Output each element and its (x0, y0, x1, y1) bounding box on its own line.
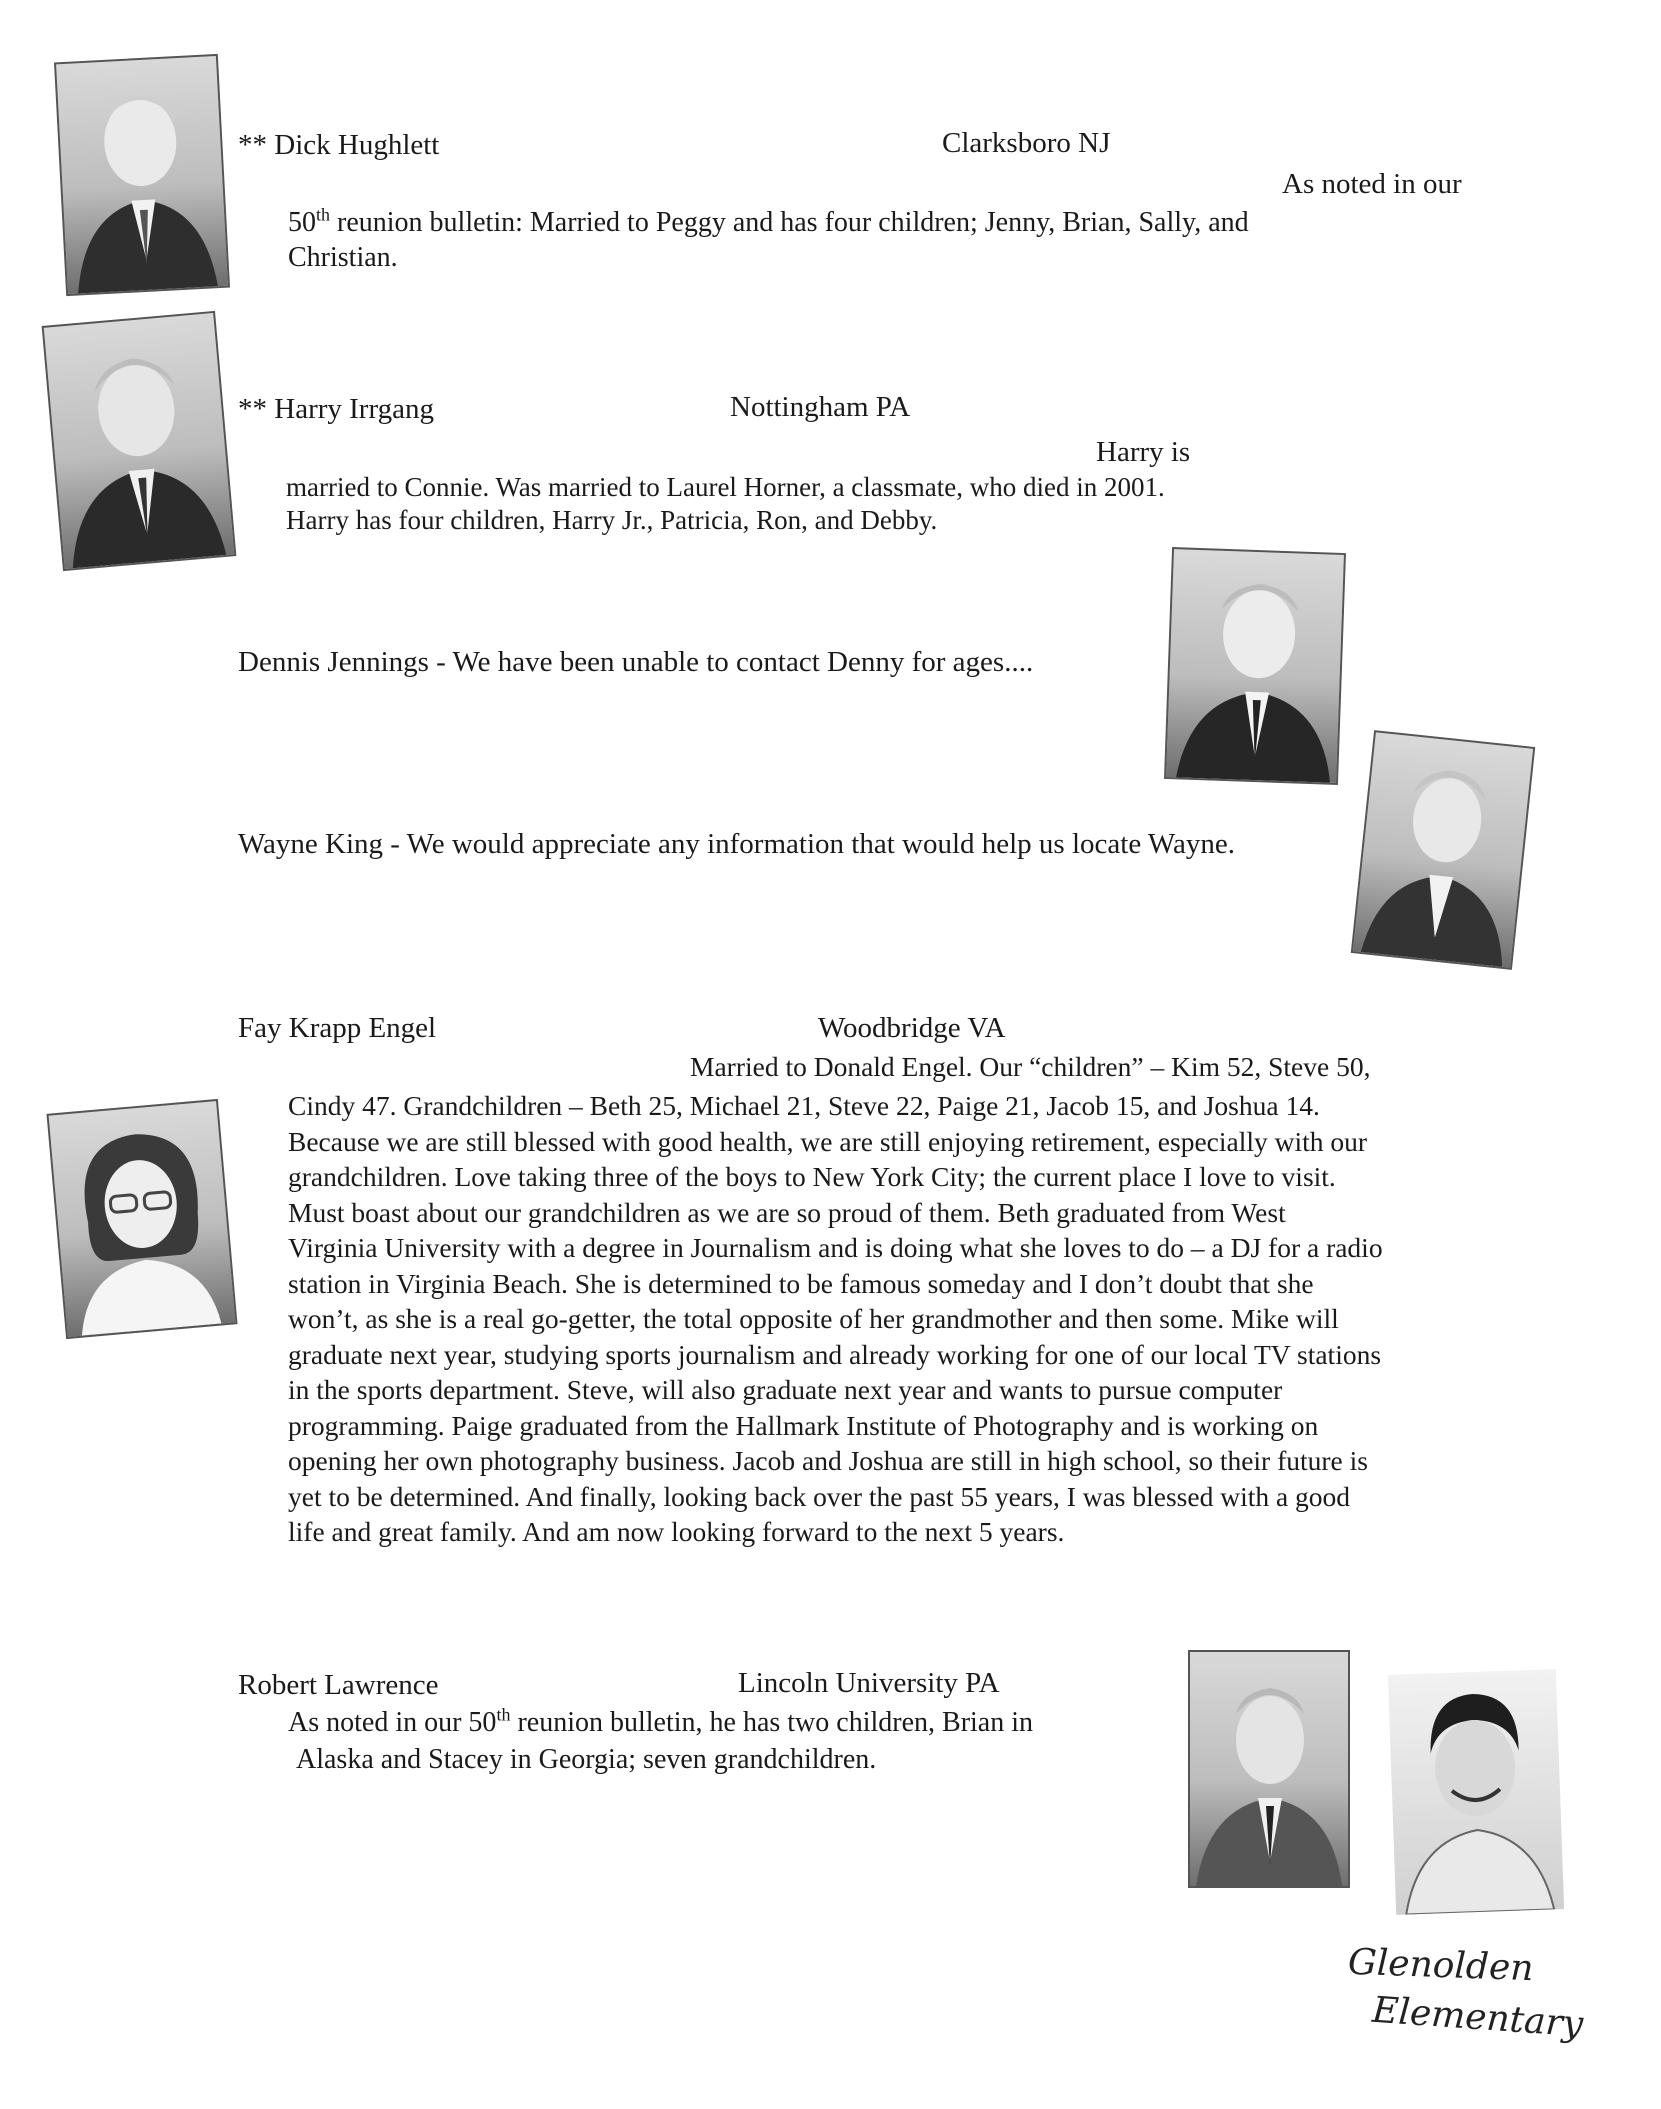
body-line: yet to be determined. And finally, looking back over the past 55 years, I was blessed with a good (288, 1480, 1351, 1512)
portrait-icon (1190, 1652, 1348, 1886)
photo-dennis-jennings (1164, 547, 1346, 785)
body-line: Alaska and Stacey in Georgia; seven grandchildren. (296, 1744, 877, 1775)
body-line: reunion bulletin: Married to Peggy and has four children; Jenny, Brian, Sally, and (330, 207, 1249, 238)
photo-robert-lawrence-elementary (1388, 1669, 1564, 1915)
body-line: married to Connie. Was married to Laurel Horner, a classmate, who died in 2001. (286, 472, 1165, 502)
body-line: station in Virginia Beach. She is determined to be famous someday and I don’t doubt that she (288, 1267, 1314, 1299)
ordinal-number: 50 (288, 207, 316, 238)
entry-body-harry-irrgang (286, 471, 1165, 538)
entry-body-dick-hughlett (288, 206, 1249, 275)
ordinal-suffix: th (316, 204, 331, 225)
body-line: reunion bulletin, he has two children, Brian in (510, 1707, 1034, 1738)
body-line: graduate next year, studying sports journalism and already working for one of our local TV stations (288, 1338, 1382, 1370)
photo-fay-krapp-engel (46, 1099, 237, 1339)
entry-location-dick-hughlett: Clarksboro NJ (942, 127, 1111, 159)
entry-name-harry-irrgang: ** Harry Irrgang (238, 393, 434, 425)
entry-wayne-king: Wayne King - We would appreciate any information that would help us locate Wayne. (238, 828, 1235, 860)
entry-name-fay-krapp-engel: Fay Krapp Engel (238, 1012, 437, 1044)
entry-location-harry-irrgang: Nottingham PA (730, 391, 911, 423)
ordinal-suffix: th (496, 1704, 511, 1725)
handwritten-caption-line: Elementary (1370, 1989, 1585, 2046)
handwritten-caption-line: Glenolden (1347, 1941, 1535, 1990)
body-line: Must boast about our grandchildren as we are so proud of them. Beth graduated from West (288, 1196, 1286, 1228)
photo-harry-irrgang (42, 311, 237, 571)
entry-dennis-jennings: Dennis Jennings - We have been unable to contact Denny for ages.... (238, 646, 1034, 678)
portrait-icon (44, 313, 234, 569)
entry-body-fay-krapp-engel (288, 1088, 1383, 1550)
photo-dick-hughlett (54, 54, 230, 296)
photo-robert-lawrence (1188, 1650, 1350, 1888)
body-line: programming. Paige graduated from the Hallmark Institute of Photography and is working on (288, 1409, 1319, 1441)
entry-body-robert-lawrence (288, 1704, 1033, 1778)
portrait-icon (49, 1101, 236, 1337)
body-line: Cindy 47. Grandchildren – Beth 25, Michael 21, Steve 22, Paige 21, Jacob 15, and Joshua 14. (288, 1090, 1320, 1121)
entry-name-dick-hughlett: ** Dick Hughlett (238, 129, 440, 161)
body-line: As noted in our 50 (288, 1707, 497, 1738)
entry-location-fay-krapp-engel: Woodbridge VA (818, 1012, 1006, 1044)
entry-lead-harry-irrgang: Harry is (1096, 436, 1191, 468)
body-line: Harry has four children, Harry Jr., Patricia, Ron, and Debby. (286, 505, 938, 536)
portrait-icon (1166, 549, 1344, 783)
portrait-icon (1353, 732, 1533, 967)
portrait-icon (56, 56, 228, 294)
body-line: Christian. (288, 241, 398, 273)
body-line: Virginia University with a degree in Journalism and is doing what she loves to do – a DJ for a radio (288, 1232, 1383, 1263)
body-line: opening her own photography business. Jacob and Joshua are still in high school, so their future is (288, 1445, 1368, 1476)
entry-name-robert-lawrence: Robert Lawrence (238, 1669, 439, 1701)
body-line: grandchildren. Love taking three of the boys to New York City; the current place I love to visit. (288, 1161, 1336, 1192)
photo-wayne-king (1351, 730, 1536, 970)
body-line: life and great family. And am now looking forward to the next 5 years. (288, 1516, 1065, 1547)
portrait-icon (1388, 1669, 1564, 1915)
body-line: Because we are still blessed with good health, we are still enjoying retirement, especially with our (288, 1125, 1368, 1157)
entry-lead-fay-krapp-engel: Married to Donald Engel. Our “children” – Kim 52, Steve 50, (690, 1051, 1371, 1082)
body-line: in the sports department. Steve, will also graduate next year and wants to pursue computer (288, 1374, 1283, 1405)
entry-lead-dick-hughlett: As noted in our (1282, 168, 1462, 200)
entry-location-robert-lawrence: Lincoln University PA (738, 1667, 1000, 1699)
body-line: won’t, as she is a real go-getter, the total opposite of her grandmother and then some. Mike will (288, 1303, 1339, 1334)
